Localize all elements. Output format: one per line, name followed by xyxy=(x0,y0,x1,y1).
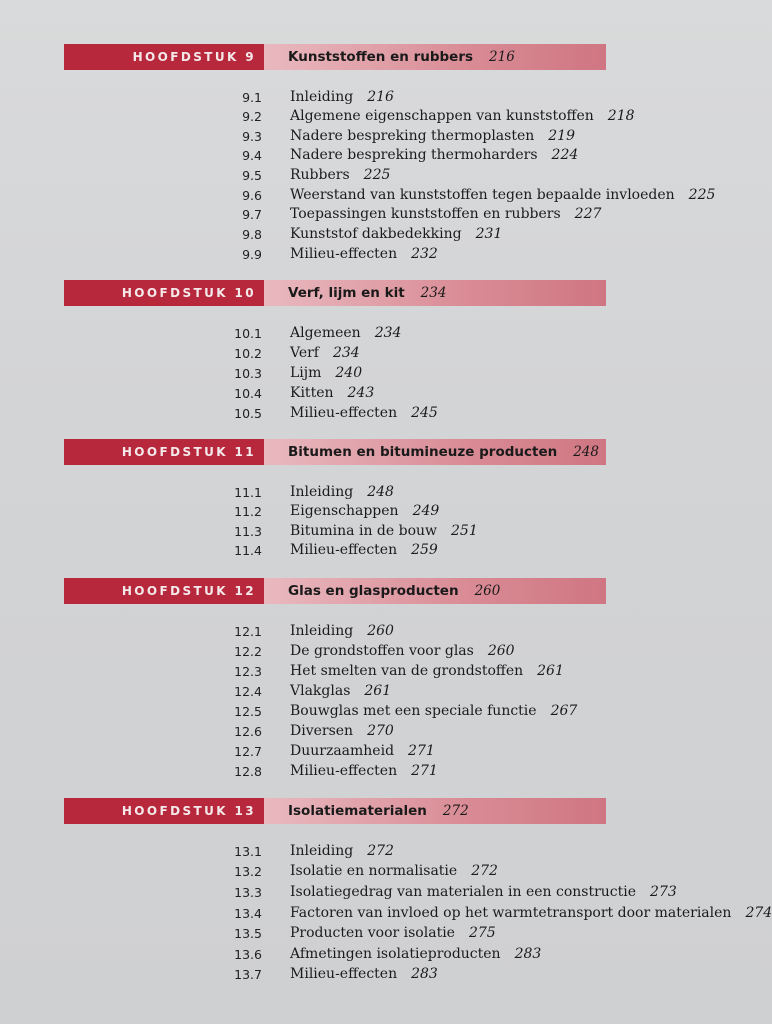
chapter-title-bar xyxy=(264,798,606,824)
entry-page: 232 xyxy=(411,246,438,262)
toc-entry xyxy=(0,403,768,423)
entry-number: 13.5 xyxy=(234,925,262,941)
entry-number: 9.6 xyxy=(242,187,262,203)
entry-page: 216 xyxy=(367,89,394,105)
entry-number: 12.8 xyxy=(234,763,262,779)
entry-number: 12.3 xyxy=(234,663,262,679)
entry-number: 12.1 xyxy=(234,623,262,639)
chapter-page: 272 xyxy=(442,803,469,819)
entry-number: 11.2 xyxy=(234,503,262,519)
entry-page: 272 xyxy=(367,843,394,859)
entry-title: Nadere bespreking thermoplasten xyxy=(290,128,535,144)
entry-number: 9.5 xyxy=(242,167,262,183)
entry-page: 274 xyxy=(745,905,772,921)
chapter-title: Bitumen en bitumineuze producten xyxy=(288,444,558,460)
chapter-9 xyxy=(0,44,768,70)
entry-number: 13.7 xyxy=(234,966,262,982)
entry-title: Inleiding xyxy=(290,89,354,105)
entry-title: Milieu-effecten xyxy=(290,966,398,982)
entry-number: 11.1 xyxy=(234,484,262,500)
toc-entry xyxy=(0,540,768,560)
entry-page: 267 xyxy=(550,703,578,719)
entry-number: 10.1 xyxy=(234,325,262,341)
toc-entry xyxy=(0,363,768,383)
chapter-page: 260 xyxy=(474,583,501,599)
toc-entry xyxy=(0,87,768,107)
chapter-banner xyxy=(0,439,768,465)
chapter-title: Glas en glasproducten xyxy=(288,583,459,599)
entry-number: 9.2 xyxy=(242,108,262,124)
chapter-10 xyxy=(0,280,768,306)
toc-entry xyxy=(0,944,768,964)
entry-title: Kunststof dakbedekking xyxy=(290,226,462,242)
entry-title: Duurzaamheid xyxy=(290,743,395,759)
entry-title: Milieu-effecten xyxy=(290,763,398,779)
entry-number: 9.7 xyxy=(242,206,262,222)
toc-entry xyxy=(0,383,768,403)
entry-number: 13.4 xyxy=(234,905,262,921)
toc-entry xyxy=(0,641,768,661)
entry-number: 12.6 xyxy=(234,723,262,739)
chapter-title: Verf, lijm en kit xyxy=(288,285,405,301)
entry-title: Isolatiegedrag van materialen in een constructie xyxy=(290,884,637,900)
entry-title: Isolatie en normalisatie xyxy=(290,863,458,879)
toc-entry xyxy=(0,964,768,984)
entry-title: Nadere bespreking thermoharders xyxy=(290,147,538,163)
toc-entry xyxy=(0,244,768,264)
entry-page: 231 xyxy=(475,226,503,242)
entry-title: Kitten xyxy=(290,385,334,401)
chapter-title: Isolatiematerialen xyxy=(288,803,427,819)
entry-page: 251 xyxy=(451,523,478,539)
entry-number: 9.4 xyxy=(242,147,262,163)
chapter-label: HOOFDSTUK 12 xyxy=(64,578,264,604)
chapter-label: HOOFDSTUK 9 xyxy=(64,44,264,70)
toc-entry xyxy=(0,861,768,881)
entry-title: Verf xyxy=(290,345,319,361)
toc-entry xyxy=(0,343,768,363)
entry-title: Weerstand van kunststoffen tegen bepaalde invloeden xyxy=(290,187,675,203)
toc-entry xyxy=(0,323,768,343)
entry-page: 261 xyxy=(537,663,564,679)
chapter-page: 216 xyxy=(489,49,515,65)
chapter-banner xyxy=(0,280,768,306)
chapter-title-bar xyxy=(264,578,606,604)
chapter-page: 234 xyxy=(420,285,447,301)
chapter-title-bar xyxy=(264,44,606,70)
entry-page: 270 xyxy=(367,723,394,739)
entry-number: 13.1 xyxy=(234,843,262,859)
entry-title: Diversen xyxy=(290,723,354,739)
toc-entry xyxy=(0,701,768,721)
entry-page: 234 xyxy=(374,325,402,341)
chapter-banner xyxy=(0,578,768,604)
entry-number: 10.4 xyxy=(234,385,262,401)
entry-number: 12.5 xyxy=(234,703,262,719)
toc-entry xyxy=(0,681,768,701)
chapter-11 xyxy=(0,439,768,465)
chapter-13 xyxy=(0,798,768,824)
entry-page: 227 xyxy=(574,206,602,222)
entry-page: 271 xyxy=(408,743,435,759)
entry-number: 12.2 xyxy=(234,643,262,659)
entry-page: 224 xyxy=(551,147,579,163)
entry-page: 275 xyxy=(468,925,496,941)
entry-page: 260 xyxy=(367,623,394,639)
entry-number: 11.4 xyxy=(234,542,262,558)
entry-title: Milieu-effecten xyxy=(290,542,398,558)
toc-entry xyxy=(0,882,768,902)
entry-title: Algemeen xyxy=(290,325,361,341)
toc-entry xyxy=(0,224,768,244)
entry-page: 273 xyxy=(650,884,677,900)
entry-number: 13.3 xyxy=(234,884,262,900)
entry-page: 243 xyxy=(347,385,375,401)
entry-title: Het smelten van de grondstoffen xyxy=(290,663,524,679)
entry-page: 225 xyxy=(363,167,391,183)
toc-entry xyxy=(0,903,772,923)
entry-title: Factoren van invloed op het warmtetransport door materialen xyxy=(290,905,732,921)
entry-number: 9.9 xyxy=(242,246,262,262)
entry-title: Milieu-effecten xyxy=(290,405,398,421)
entry-number: 10.5 xyxy=(234,405,262,421)
toc-entry xyxy=(0,923,768,943)
entry-page: 248 xyxy=(367,484,394,500)
entry-number: 13.2 xyxy=(234,863,262,879)
entry-title: Milieu-effecten xyxy=(290,246,398,262)
entry-page: 259 xyxy=(411,542,438,558)
entry-page: 218 xyxy=(607,108,635,124)
entry-number: 12.7 xyxy=(234,743,262,759)
toc-entry xyxy=(0,661,768,681)
entry-page: 261 xyxy=(364,683,392,699)
chapter-title-bar xyxy=(264,280,606,306)
entry-title: Inleiding xyxy=(290,843,354,859)
entry-page: 260 xyxy=(487,643,515,659)
entry-page: 245 xyxy=(411,405,438,421)
entry-title: Bitumina in de bouw xyxy=(290,523,438,539)
chapter-12 xyxy=(0,578,768,604)
entry-page: 283 xyxy=(514,946,542,962)
toc-entry xyxy=(0,721,768,741)
entry-title: Toepassingen kunststoffen en rubbers xyxy=(290,206,561,222)
entry-title: Lijm xyxy=(290,365,322,381)
toc-entry xyxy=(0,741,768,761)
entry-number: 9.3 xyxy=(242,128,262,144)
toc-entry xyxy=(0,145,768,165)
entry-title: Producten voor isolatie xyxy=(290,925,455,941)
toc-entry xyxy=(0,165,768,185)
entry-page: 234 xyxy=(332,345,360,361)
entry-page: 283 xyxy=(411,966,438,982)
toc-entry xyxy=(0,621,768,641)
chapter-label: HOOFDSTUK 13 xyxy=(64,798,264,824)
toc-entry xyxy=(0,126,768,146)
toc-entry xyxy=(0,204,768,224)
entry-title: Rubbers xyxy=(290,167,350,183)
entry-title: Bouwglas met een speciale functie xyxy=(290,703,537,719)
chapter-label: HOOFDSTUK 10 xyxy=(64,280,264,306)
entry-number: 12.4 xyxy=(234,683,262,699)
entry-number: 13.6 xyxy=(234,946,262,962)
chapter-title: Kunststoffen en rubbers xyxy=(288,49,474,65)
toc-entry xyxy=(0,106,768,126)
chapter-banner xyxy=(0,798,768,824)
toc-entry xyxy=(0,482,768,502)
toc-entry xyxy=(0,501,768,521)
chapter-page: 248 xyxy=(573,444,599,460)
entry-title: Inleiding xyxy=(290,484,354,500)
toc-entry xyxy=(0,761,768,781)
entry-page: 272 xyxy=(471,863,498,879)
entry-page: 249 xyxy=(412,503,440,519)
toc-entry xyxy=(0,841,768,861)
entry-page: 271 xyxy=(411,763,438,779)
chapter-title-bar xyxy=(264,439,606,465)
entry-number: 11.3 xyxy=(234,523,262,539)
entry-number: 9.8 xyxy=(242,226,262,242)
chapter-label: HOOFDSTUK 11 xyxy=(64,439,264,465)
entry-number: 10.3 xyxy=(234,365,262,381)
entry-title: Eigenschappen xyxy=(290,503,399,519)
entry-title: De grondstoffen voor glas xyxy=(290,643,474,659)
toc-entry xyxy=(0,185,768,205)
entry-page: 219 xyxy=(548,128,575,144)
entry-number: 9.1 xyxy=(242,89,262,105)
toc-entry xyxy=(0,521,768,541)
entry-page: 225 xyxy=(688,187,716,203)
entry-title: Afmetingen isolatieproducten xyxy=(290,946,501,962)
entry-title: Vlakglas xyxy=(290,683,351,699)
entry-page: 240 xyxy=(335,365,363,381)
entry-title: Algemene eigenschappen van kunststoffen xyxy=(290,108,594,124)
entry-title: Inleiding xyxy=(290,623,354,639)
entry-number: 10.2 xyxy=(234,345,262,361)
chapter-banner xyxy=(0,44,768,70)
